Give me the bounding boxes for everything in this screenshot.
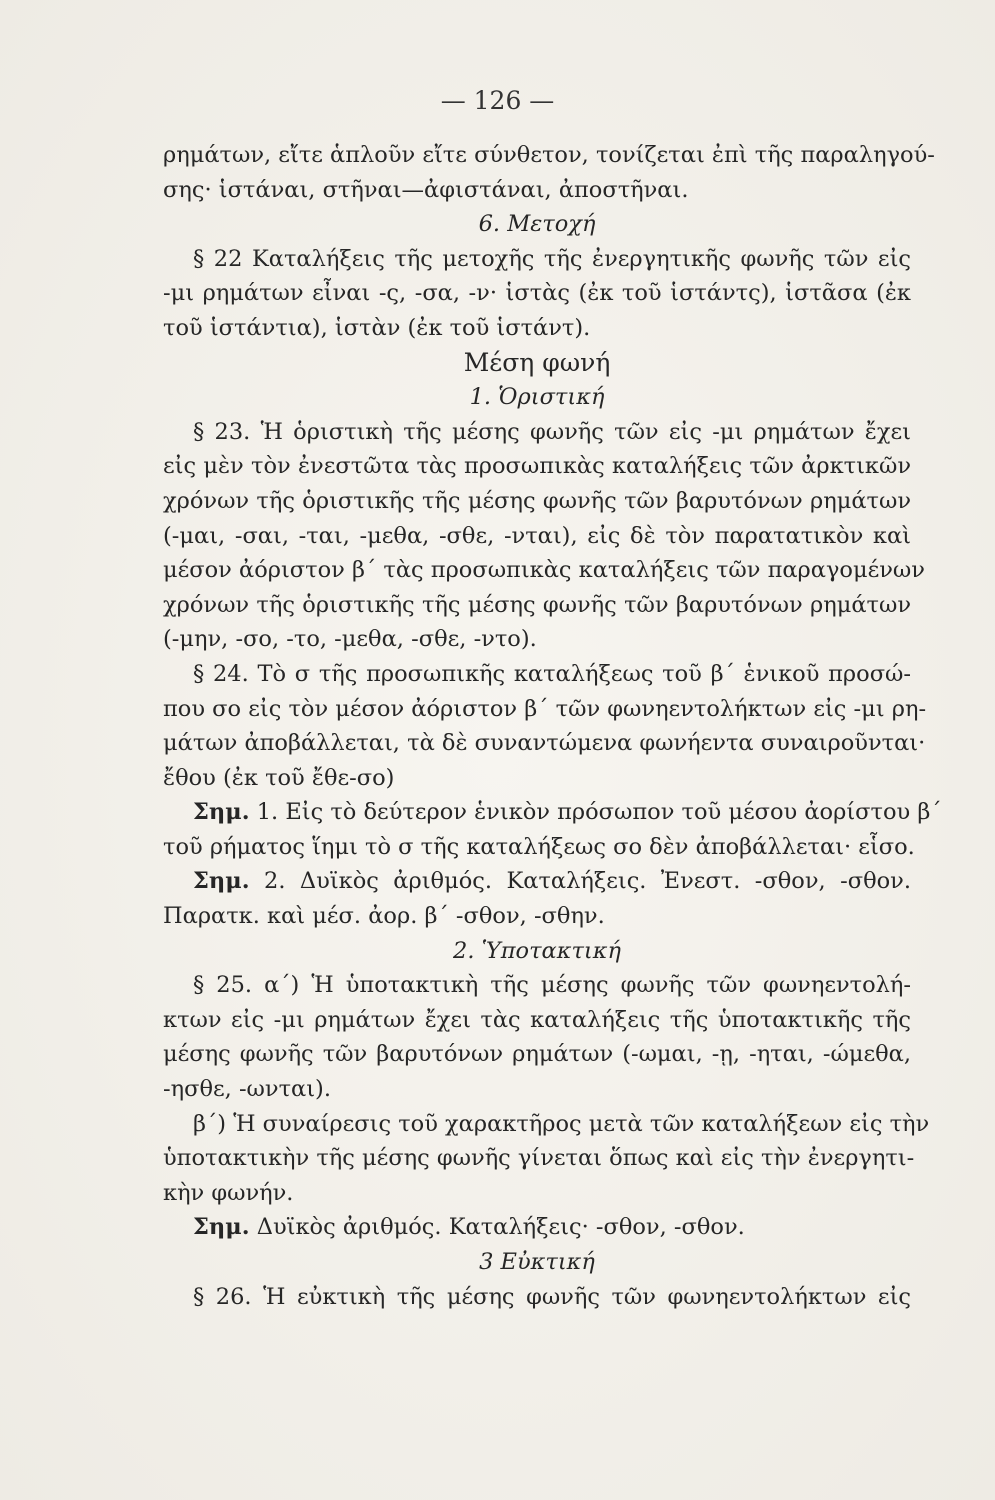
text-line: σης· ἱστάναι, στῆναι—ἀφιστάναι, ἀποστῆναι.	[163, 176, 689, 203]
page-body	[163, 138, 942, 1314]
text-line: ρημάτων, εἴτε ἁπλοῦν εἴτε σύνθετον, τονίζεται ἐπὶ τῆς παραληγού-	[163, 142, 935, 168]
text-line: ἔθου (ἐκ τοῦ ἔθε-σο)	[163, 764, 395, 791]
subsection-heading: 3 Εὐκτική	[479, 1249, 595, 1275]
text-line: (-μαι, -σαι, -ται, -μεθα, -σθε, -νται), εἰς δὲ τὸν παρατατικὸν καὶ	[163, 522, 911, 549]
text-line: β΄) Ἡ συναίρεσις τοῦ χαρακτῆρος μετὰ τῶν καταλήξεων εἰς τὴν	[193, 1110, 930, 1137]
text-line: κτων εἰς -μι ρημάτων ἔχει τὰς καταλήξεις τῆς ὑποτακτικῆς τῆς	[163, 1006, 911, 1033]
note-marker: Σημ.	[193, 1214, 250, 1241]
text-line: -μι ρημάτων εἶναι -ς, -σα, -ν· ἱστὰς (ἐκ τοῦ ἱστάντς), ἱστᾶσα (ἐκ	[163, 280, 911, 307]
subsection-heading: 6. Μετοχή	[478, 211, 596, 238]
text-line: μέσον ἀόριστον β΄ τὰς προσωπικὰς καταλήξεις τῶν παραγομένων	[163, 557, 925, 584]
text-line: κὴν φωνήν.	[163, 1179, 294, 1206]
text-line: (-μην, -σο, -το, -μεθα, -σθε, -ντο).	[163, 626, 537, 653]
text-line: § 23. Ἡ ὁριστικὴ τῆς μέσης φωνῆς τῶν εἰς -μι ρημάτων ἔχει	[193, 418, 911, 445]
text-line: -ησθε, -ωνται).	[163, 1076, 331, 1103]
text-line: εἰς μὲν τὸν ἐνεστῶτα τὰς προσωπικὰς καταλήξεις τῶν ἀρκτικῶν	[163, 453, 911, 480]
text-line: Παρατκ. καὶ μέσ. ἀορ. β΄ -σθον, -σθην.	[163, 903, 605, 930]
subsection-heading: 1. Ὁριστική	[469, 384, 605, 411]
text-line: § 26. Ἡ εὐκτικὴ τῆς μέσης φωνῆς τῶν φωνηεντολήκτων εἰς	[193, 1283, 911, 1310]
text-line: χρόνων τῆς ὁριστικῆς τῆς μέσης φωνῆς τῶν βαρυτόνων ρημάτων	[163, 591, 911, 618]
note-marker: Σημ.	[193, 868, 250, 895]
text-line: μάτων ἀποβάλλεται, τὰ δὲ συναντώμενα φωνήεντα συναιροῦνται·	[163, 730, 926, 757]
text-line: τοῦ ρήματος ἵημι τὸ σ τῆς καταλήξεως σο δὲν ἀποβάλλεται· εἷσο.	[163, 833, 915, 860]
text-line: μέσης φωνῆς τῶν βαρυτόνων ρημάτων (-ωμαι, -ῃ, -ηται, -ώμεθα,	[163, 1041, 911, 1068]
text-line: Σημ. 1. Εἰς τὸ δεύτερον ἑνικὸν πρόσωπον τοῦ μέσου ἀορίστου β΄	[193, 799, 942, 826]
section-heading: Μέση φωνή	[463, 347, 611, 377]
text-line: Σημ. Δυϊκὸς ἀριθμός. Καταλήξεις· -σθον, -σθον.	[193, 1214, 745, 1241]
text-line: § 25. α΄) Ἡ ὑποτακτικὴ τῆς μέσης φωνῆς τῶν φωνηεντολή-	[193, 972, 911, 999]
text-line: § 22 Καταλήξεις τῆς μετοχῆς τῆς ἐνεργητικῆς φωνῆς τῶν εἰς	[193, 245, 911, 272]
text-line: Σημ. 2. Δυϊκὸς ἀριθμός. Καταλήξεις. Ἐνεστ. -σθον, -σθον.	[193, 868, 911, 895]
note-marker: Σημ.	[193, 799, 250, 826]
text-line: χρόνων τῆς ὁριστικῆς τῆς μέσης φωνῆς τῶν βαρυτόνων ρημάτων	[163, 487, 911, 514]
text-line: § 24. Τὸ σ τῆς προσωπικῆς καταλήξεως τοῦ β΄ ἑνικοῦ προσώ-	[193, 660, 911, 687]
text-line: ὑποτακτικὴν τῆς μέσης φωνῆς γίνεται ὅπως καὶ εἰς τὴν ἐνεργητι-	[163, 1145, 915, 1172]
page-number: — 126 —	[440, 86, 555, 115]
text-line: τοῦ ἱστάντια), ἱστὰν (ἐκ τοῦ ἱστάντ).	[163, 314, 591, 341]
subsection-heading: 2. Ὑποτακτική	[453, 937, 621, 964]
text-line: που σο εἰς τὸν μέσον ἀόριστον β΄ τῶν φωνηεντολήκτων εἰς -μι ρη-	[163, 695, 927, 722]
